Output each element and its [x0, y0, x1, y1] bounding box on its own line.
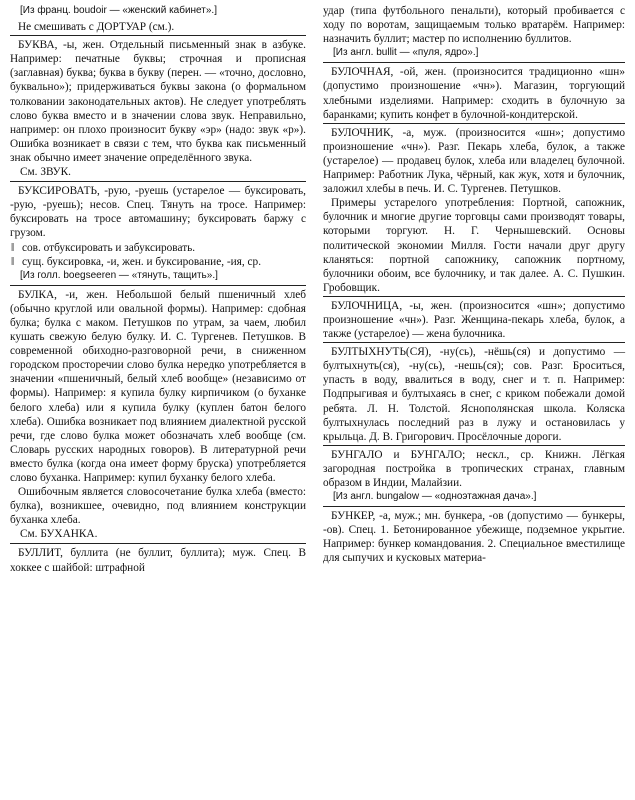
entry-divider: [323, 506, 625, 507]
dictionary-paragraph: БУЛТЫХНУТЬ(СЯ), -ну(сь), -нёшь(ся) и допустимо — бултыхнуть(ся), -ну(сь), -нешь(ся); сов. Разг. Броситься, упасть в воду, ввалиться в воду, снег и т. п. Например: Подпрыгивая и бултыхаясь в снег, с криком побежали домой ребята. Л. Н. Толстой. Яснополянская школа. Коляска бултыхнулась последний раз в лужу и остановилась у крыльца. Д. В. Григорович. Просёлочные дороги.: [323, 346, 625, 443]
etymology-note: [Из англ. bungalow — «одноэтажная дача».]: [333, 491, 537, 503]
entry-divider: [323, 342, 625, 343]
dictionary-paragraph: БУНКЕР, -а, муж.; мн. бункера, -ов (допустимо — бункеры, -ов). Спец. 1. Бетонированное убежище, подземное укрытие. Например: бункер командования. 2. Специальное вместилище для сыпучих и кусковых материа-: [323, 510, 625, 565]
cross-reference: См. ЗВУК.: [20, 166, 71, 179]
dictionary-paragraph: БУЛОЧНАЯ, -ой, жен. (произносится традиционно «шн» (допустимо произношение «чн»). Магазин, торгующий хлебными изделиями. Например: сходить в булочную за баранками; купить конфет в булочной-кондитерской.: [323, 66, 625, 121]
dictionary-paragraph: БУЛОЧНИЦА, -ы, жен. (произносится «шн»; допустимо произношение «чн»). Разг. Женщина-пекарь хлеба, булок, а также (устарелое) — жена булочника.: [323, 299, 625, 341]
entry-divider: [323, 296, 625, 297]
left-column: [10, 4, 306, 575]
etymology-note: [Из англ. bullit — «пуля, ядро».]: [333, 47, 479, 59]
dictionary-paragraph: БУЛЛИТ, буллита (не буллит, буллита); муж. Спец. В хоккее с шайбой: штрафной: [10, 547, 306, 574]
derivative-form: ‖ сов. отбуксировать и забуксировать.: [10, 241, 306, 255]
dictionary-paragraph: БУКСИРОВАТЬ, -рую, -руешь (устарелое — буксировать, -рую, -руешь); несов. Спец. Тянуть на тросе. Например: буксировать на тросе автомашину; буксировать баржу с грузом.: [10, 185, 306, 240]
entry-divider: [323, 445, 625, 446]
dictionary-paragraph: БУЛОЧНИК, -а, муж. (произносится «шн»; допустимо произношение «чн»). Разг. Пекарь хлеба, булок, а также (устарелое) — продавец булок, хлеба или владелец булочной. Например: Работник Лука, чёрный, как жук, хотя и булочник, заложил хлебы в печь. И. С. Тургенев. Петушков.: [323, 126, 625, 196]
dictionary-paragraph: БУКВА, -ы, жен. Отдельный письменный знак в азбуке. Например: печатные буквы; строчная и прописная (заглавная) буква; буква в букву (перен. — «точно, дословно, буквально»); придерживаться буквы закона (о формальном толковании законодательных актов). Не следует употреблять слово буква вместо и в значении слова звук. Неправильно, например: он плохо произносит букву «эр» (надо: звук «р»). Ошибка возникает в связи с тем, что буква как письменный знак обычно имеет значение определённого звука.: [10, 39, 306, 164]
dictionary-paragraph: Ошибочным является словосочетание булка хлеба (вместо: булка), возникшее, очевидно, под влиянием конструкции буханка хлеба.: [10, 486, 306, 527]
entry-divider: [10, 285, 306, 286]
dictionary-paragraph: Примеры устарелого употребления: Портной, сапожник, булочник и многие другие торговцы сами производят товары, которыми торгуют. Н. Г. Чернышевский. Основы политической экономии Милля. Гости начали друг другу кланяться: портной сапожнику, сапожник портному, булочники обоим, все булочнику, и так далее. А. С. Пушкин. Гробовщик.: [323, 197, 625, 294]
etymology-note: [Из голл. boegseeren — «тянуть, тащить».]: [20, 269, 218, 281]
entry-divider: [10, 35, 306, 36]
entry-divider: [323, 62, 625, 63]
entry-divider: [323, 123, 625, 124]
dictionary-paragraph: Не смешивать с ДОРТУАР (см.).: [18, 21, 175, 34]
cross-reference: См. БУХАНКА.: [20, 528, 98, 541]
derivative-form: ‖ сущ. буксировка, -и, жен. и буксирование, -ия, ср.: [10, 255, 306, 269]
dictionary-paragraph: удар (типа футбольного пенальти), который пробивается с ходу по воротам, защищаемым только вратарём. Например: назначить буллит; мастер по исполнению буллитов.: [323, 5, 625, 46]
etymology-note: [Из франц. boudoir — «женский кабинет».]: [20, 5, 217, 16]
dictionary-paragraph: БУНГАЛО и БУНГАЛО; нескл., ср. Книжн. Лёгкая загородная постройка в тропических странах, главным образом в Индии, Малайзии.: [323, 448, 625, 489]
right-column: [323, 4, 625, 566]
dictionary-paragraph: БУЛКА, -и, жен. Небольшой белый пшеничный хлеб (обычно круглой или овальной формы). Например: сдобная булка; булка с маком. Петушков по утрам, за чаем, любил кушать свежую белую булку. И. С. Тургенев. Петушков. В современной обиходно-разговорной речи, в сниженном городском просторечии слово булка нередко употребляется в значении «пшеничный, белый хлеб вообще» (независимо от формы). Например: я купила булку кирпичиком (о буханке белого хлеба) или я купила булку (куплен батон белого хлеба). Ошибка возникает под влиянием диалектной русской речи, где слово булка может обозначать хлеб вообще (см. Словарь русских народных говоров). В литературной речи вместо булка (когда она имеет форму бруска) употребляется слово буханка. Например: купил буханку белого хлеба.: [10, 288, 306, 484]
entry-divider: [10, 181, 306, 182]
entry-divider: [10, 543, 306, 544]
